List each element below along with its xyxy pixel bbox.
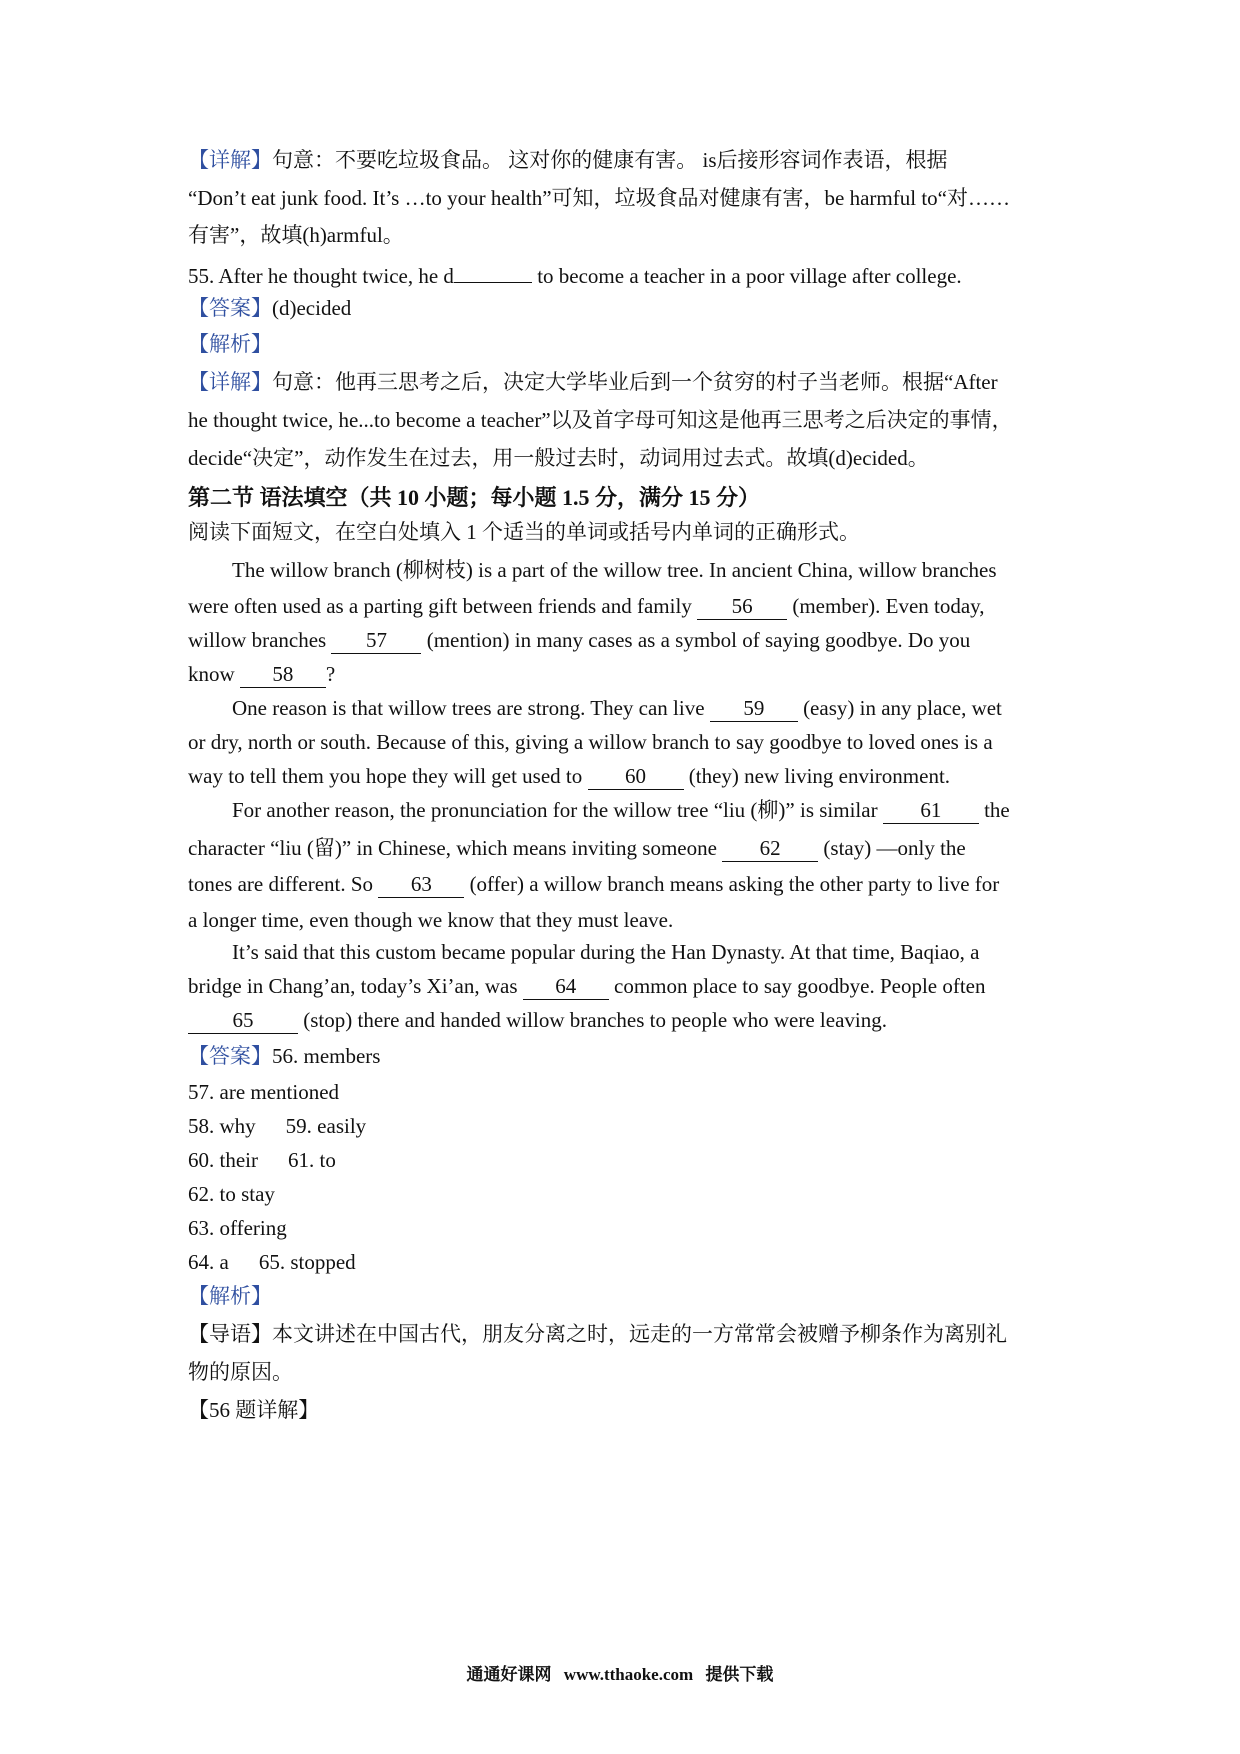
q56-detail-heading: 【56 题详解】 [188,1398,320,1422]
text: (offer) a willow branch means asking the other party to live for [464,872,1000,896]
section-heading: 第二节 语法填空（共 10 小题；每小题 1.5 分，满分 15 分） [188,485,761,510]
detail-55-line-2: he thought twice, he...to become a teacher”以及首字母可知这是他再三思考之后决定的事情， [188,408,1013,432]
analysis-heading [188,1282,272,1310]
answers-row-58-59 [188,1112,366,1140]
passage-line-3 [188,626,970,654]
analysis-tag: 【解析】 [188,1284,272,1308]
passage-line-9 [188,834,966,862]
detail-line-3: 有害”，故填(h)armful。 [188,223,404,247]
analysis-tag: 【解析】 [188,332,272,356]
answer-58: 58. why [188,1114,256,1138]
text: the [978,798,1010,822]
detail-55-line-1 [188,368,998,396]
answer-55 [188,294,351,322]
footer-url[interactable]: www.tthaoke.com [563,1665,694,1684]
blank-57[interactable]: 57 [331,629,421,654]
answers-line-1 [188,1042,380,1070]
detail-tag: 【详解】 [188,370,272,394]
text: know [188,662,240,686]
text: willow branches [188,628,332,652]
passage-line-13 [188,972,986,1000]
answer-63: 63. offering [188,1216,287,1240]
answer-56: 56. members [272,1044,381,1068]
answer-65: 65. stopped [258,1250,356,1274]
text: (member). Even today, [787,594,985,618]
blank-64[interactable]: 64 [523,975,609,1000]
answer-61: 61. to [287,1148,336,1172]
footer-suffix: 提供下载 [705,1665,774,1684]
passage-line-5 [188,694,1002,722]
page-footer [0,1660,1240,1685]
text: were often used as a parting gift between friends and family [188,594,698,618]
blank-65[interactable]: 65 [188,1009,298,1034]
answer-tag: 【答案】 [188,1044,272,1068]
text: For another reason, the pronunciation for the willow tree “liu (柳)” is similar [232,798,883,822]
detail-line-2: “Don’t eat junk food. It’s …to your health”可知，垃圾食品对健康有害，be harmful to“对…… [188,186,1010,210]
passage-line-14 [188,1006,887,1034]
passage-line-8 [188,796,1010,824]
text: (stay) —only the [818,836,966,860]
text: character “liu (留)” in Chinese, which means inviting someone [188,836,723,860]
guide-text: 本文讲述在中国古代，朋友分离之时，远走的一方常常会被赠予柳条作为离别礼 [272,1322,1007,1346]
answer-text: (d)ecided [272,296,352,320]
q55-after: to become a teacher in a poor village after college. [531,264,962,288]
passage-line-1: The willow branch (柳树枝) is a part of the willow tree. In ancient China, willow branches [232,558,997,582]
passage-line-12: It’s said that this custom became popular during the Han Dynasty. At that time, Baqiao, a [232,940,980,964]
blank-56[interactable]: 56 [697,595,787,620]
answer-tag: 【答案】 [188,296,272,320]
blank-59[interactable]: 59 [710,697,798,722]
text: (easy) in any place, wet [797,696,1002,720]
guide-line-2: 物的原因。 [188,1360,293,1384]
detail-text: 句意：他再三思考之后，决定大学毕业后到一个贫穷的村子当老师。根据“After [272,370,998,394]
text: One reason is that willow trees are strong. They can live [232,696,710,720]
detail-text: 句意：不要吃垃圾食品。 这对你的健康有害。 is后接形容词作表语，根据 [272,148,948,172]
answer-59: 59. easily [285,1114,367,1138]
answer-60: 60. their [188,1148,258,1172]
blank-60[interactable]: 60 [588,765,684,790]
detail-55-line-3: decide“决定”，动作发生在过去，用一般过去时，动词用过去式。故填(d)ecided。 [188,446,929,470]
text: (stop) there and handed willow branches to people who were leaving. [298,1008,887,1032]
text: way to tell them you hope they will get used to [188,764,588,788]
blank-55[interactable] [454,258,532,283]
answers-row-60-61 [188,1146,336,1174]
text: (mention) in many cases as a symbol of saying goodbye. Do you [421,628,971,652]
detail-tag: 【详解】 [188,148,272,172]
passage-line-11: a longer time, even though we know that they must leave. [188,908,674,932]
guide-line-1 [188,1320,1007,1348]
blank-61[interactable]: 61 [883,799,979,824]
q55-before: 55. After he thought twice, he d [188,264,454,288]
text: common place to say goodbye. People often [608,974,986,998]
guide-tag: 【导语】 [188,1322,272,1346]
blank-58[interactable]: 58 [240,663,326,688]
text: tones are different. So [188,872,379,896]
answer-57: 57. are mentioned [188,1080,340,1104]
blank-63[interactable]: 63 [378,873,464,898]
answer-62: 62. to stay [188,1182,275,1206]
section-instruction: 阅读下面短文，在空白处填入 1 个适当的单词或括号内单词的正确形式。 [188,520,860,544]
text: (they) new living environment. [683,764,951,788]
footer-site-name: 通通好课网 [466,1665,552,1684]
analysis-55 [188,330,272,358]
passage-line-2 [188,592,985,620]
text: ? [325,662,336,686]
detail-line-1 [188,146,948,174]
question-55 [188,258,962,286]
passage-line-7 [188,762,950,790]
passage-line-4 [188,660,335,688]
passage-line-10 [188,870,999,898]
text: bridge in Chang’an, today’s Xi’an, was [188,974,523,998]
answer-64: 64. a [188,1250,229,1274]
blank-62[interactable]: 62 [722,837,818,862]
answers-row-64-65 [188,1248,356,1276]
passage-line-6: or dry, north or south. Because of this, giving a willow branch to say goodbye to loved ones is a [188,730,993,754]
